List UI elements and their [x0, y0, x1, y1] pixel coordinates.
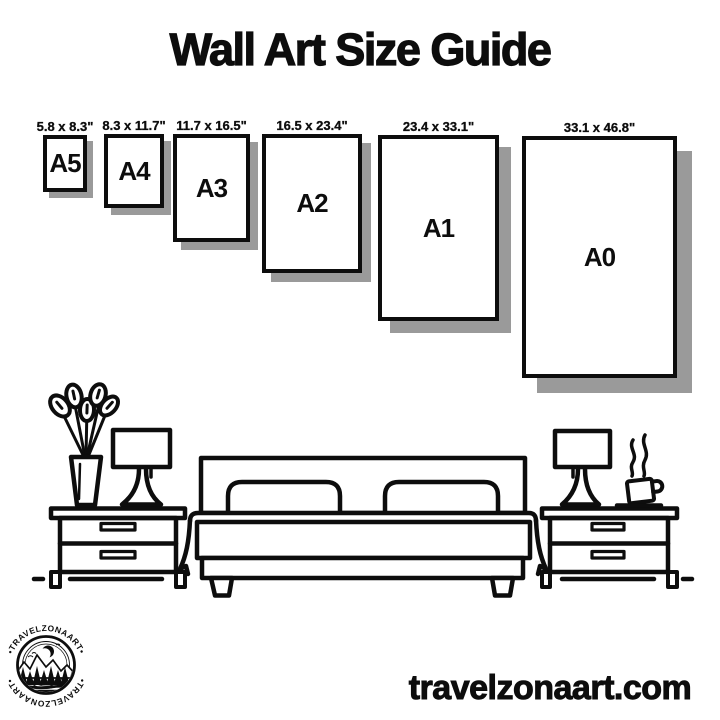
paper-a2-name: A2 — [296, 188, 328, 218]
paper-a1-name: A1 — [422, 212, 455, 243]
paper-a5-dimensions: 5.8 x 8.3" — [36, 119, 94, 134]
table-lamp-left — [113, 430, 170, 505]
brand-logo — [1, 621, 91, 711]
paper-a3 — [173, 118, 250, 242]
double-bed — [180, 458, 546, 596]
page-title: Wall Art Size Guide — [169, 24, 551, 75]
website-url: travelzonaart.com — [408, 669, 692, 707]
bed-leg — [211, 578, 232, 596]
paper-a3-dimensions: 11.7 x 16.5" — [176, 118, 247, 133]
coffee-cup — [617, 435, 664, 506]
paper-a2-dimensions: 16.5 x 23.4" — [276, 118, 348, 133]
bed-leg — [492, 578, 513, 596]
paper-a4-dimensions: 8.3 x 11.7" — [102, 118, 166, 133]
duvet-drape-left — [180, 520, 190, 574]
paper-a4-name: A4 — [118, 155, 150, 186]
logo-arc-text-top: •TRAVELZONAART• — [4, 622, 88, 656]
steam-icon — [643, 435, 646, 476]
paper-a5 — [36, 119, 94, 192]
nightstand-left — [51, 509, 185, 588]
steam-icon — [631, 440, 634, 476]
paper-a1-dimensions: 23.4 x 33.1" — [402, 119, 475, 134]
paper-a4 — [102, 118, 166, 208]
flower-vase — [46, 382, 121, 505]
paper-a0-dimensions: 33.1 x 46.8" — [563, 120, 636, 135]
pillow-right — [385, 482, 498, 513]
paper-a0 — [522, 120, 677, 378]
paper-a0-name: A0 — [583, 241, 616, 272]
bedroom-illustration — [0, 380, 720, 620]
logo-arc-text-bottom: •TRAVELZONAART• — [4, 677, 88, 710]
nightstand-right — [542, 509, 677, 588]
paper-a3-name: A3 — [195, 172, 228, 203]
pillow-left — [228, 482, 340, 513]
duvet — [197, 522, 530, 558]
paper-a5-name: A5 — [49, 148, 81, 178]
table-lamp-right — [555, 431, 610, 505]
paper-a1 — [378, 119, 499, 321]
paper-a2 — [262, 118, 362, 273]
duvet-drape-right — [536, 520, 546, 574]
bed-base — [202, 558, 523, 578]
